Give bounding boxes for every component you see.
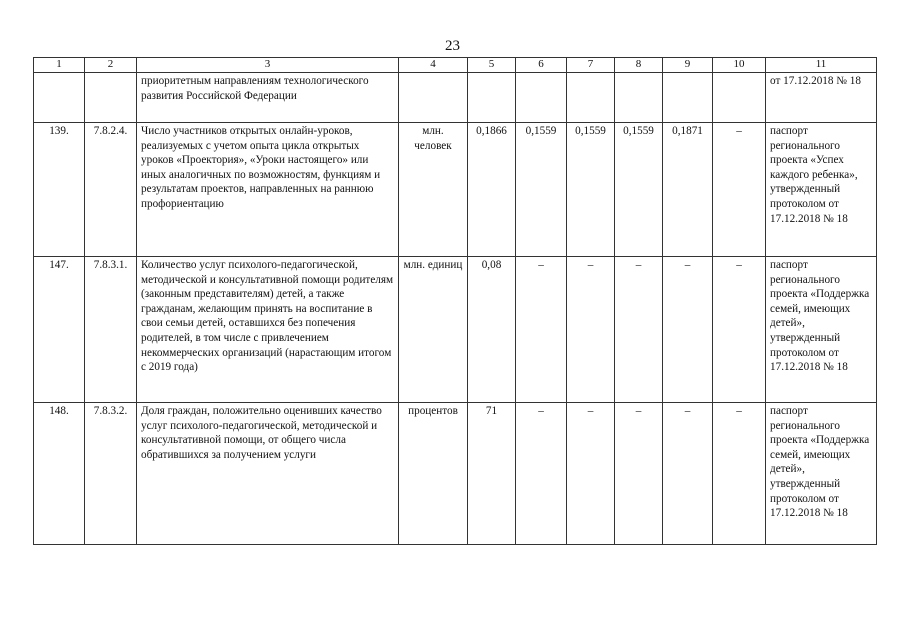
cell-value: 0,08 [468, 257, 516, 403]
cell-value: – [713, 123, 766, 257]
cell-num: 148. [34, 403, 85, 545]
cell-num [34, 73, 85, 123]
table-row [34, 73, 877, 123]
cell-value: 0,1866 [468, 123, 516, 257]
cell-unit: млн. единиц [399, 257, 468, 403]
cell-source: паспорт регионального проекта «Поддержка семей, имеющих детей», утвержденный протоколом от 17.12.2018 № 18 [766, 257, 877, 403]
cell-value: – [516, 257, 567, 403]
column-header: 8 [615, 58, 663, 73]
cell-value: – [615, 403, 663, 545]
cell-code [85, 73, 137, 123]
cell-value: – [713, 403, 766, 545]
cell-unit: млн. человек [399, 123, 468, 257]
cell-value [663, 73, 713, 123]
cell-value: – [615, 257, 663, 403]
column-header: 5 [468, 58, 516, 73]
cell-description: Число участников открытых онлайн-уроков, реализуемых с учетом опыта цикла открытых уроков «Проектория», «Уроки настоящего» или иных аналогичных по возможностям, функциям и результатам проектов, направленных на раннюю профориентацию [137, 123, 399, 257]
cell-value: – [663, 257, 713, 403]
cell-description: Доля граждан, положительно оценивших качество услуг психолого-педагогической, методической и консультативной помощи, от общего числа обратившихся за получением услуги [137, 403, 399, 545]
cell-value: 0,1871 [663, 123, 713, 257]
cell-value: – [713, 257, 766, 403]
table-row [34, 123, 877, 257]
cell-value: – [567, 257, 615, 403]
cell-code: 7.8.2.4. [85, 123, 137, 257]
cell-value: 0,1559 [567, 123, 615, 257]
column-number-row [34, 58, 877, 73]
cell-value [713, 73, 766, 123]
cell-description: Количество услуг психолого-педагогической, методической и консультативной помощи родителям (законным представителям) детей, а также гражданам, желающим принять на воспитание в свои семьи детей, оставшихся без попечения родителей, в том числе с привлечением некоммерческих организаций (нарастающим итогом с 2019 года) [137, 257, 399, 403]
cell-code: 7.8.3.1. [85, 257, 137, 403]
table-row [34, 403, 877, 545]
column-header: 1 [34, 58, 85, 73]
cell-source: от 17.12.2018 № 18 [766, 73, 877, 123]
cell-value: 0,1559 [516, 123, 567, 257]
cell-value [615, 73, 663, 123]
cell-num: 139. [34, 123, 85, 257]
cell-value [516, 73, 567, 123]
cell-num: 147. [34, 257, 85, 403]
indicators-table [33, 57, 877, 545]
cell-value: 0,1559 [615, 123, 663, 257]
column-header: 11 [766, 58, 877, 73]
column-header: 4 [399, 58, 468, 73]
column-header: 10 [713, 58, 766, 73]
cell-value: 71 [468, 403, 516, 545]
column-header: 6 [516, 58, 567, 73]
cell-value [468, 73, 516, 123]
table-row [34, 257, 877, 403]
cell-source: паспорт регионального проекта «Успех каждого ребенка», утвержденный протоколом от 17.12.2018 № 18 [766, 123, 877, 257]
column-header: 9 [663, 58, 713, 73]
cell-code: 7.8.3.2. [85, 403, 137, 545]
cell-source: паспорт регионального проекта «Поддержка семей, имеющих детей», утвержденный протоколом от 17.12.2018 № 18 [766, 403, 877, 545]
column-header: 3 [137, 58, 399, 73]
cell-value: – [567, 403, 615, 545]
cell-value: – [516, 403, 567, 545]
cell-unit [399, 73, 468, 123]
column-header: 7 [567, 58, 615, 73]
cell-description: приоритетным направлениям технологического развития Российской Федерации [137, 73, 399, 123]
cell-unit: процентов [399, 403, 468, 545]
column-header: 2 [85, 58, 137, 73]
cell-value: – [663, 403, 713, 545]
cell-value [567, 73, 615, 123]
page-number: 23 [445, 38, 460, 54]
